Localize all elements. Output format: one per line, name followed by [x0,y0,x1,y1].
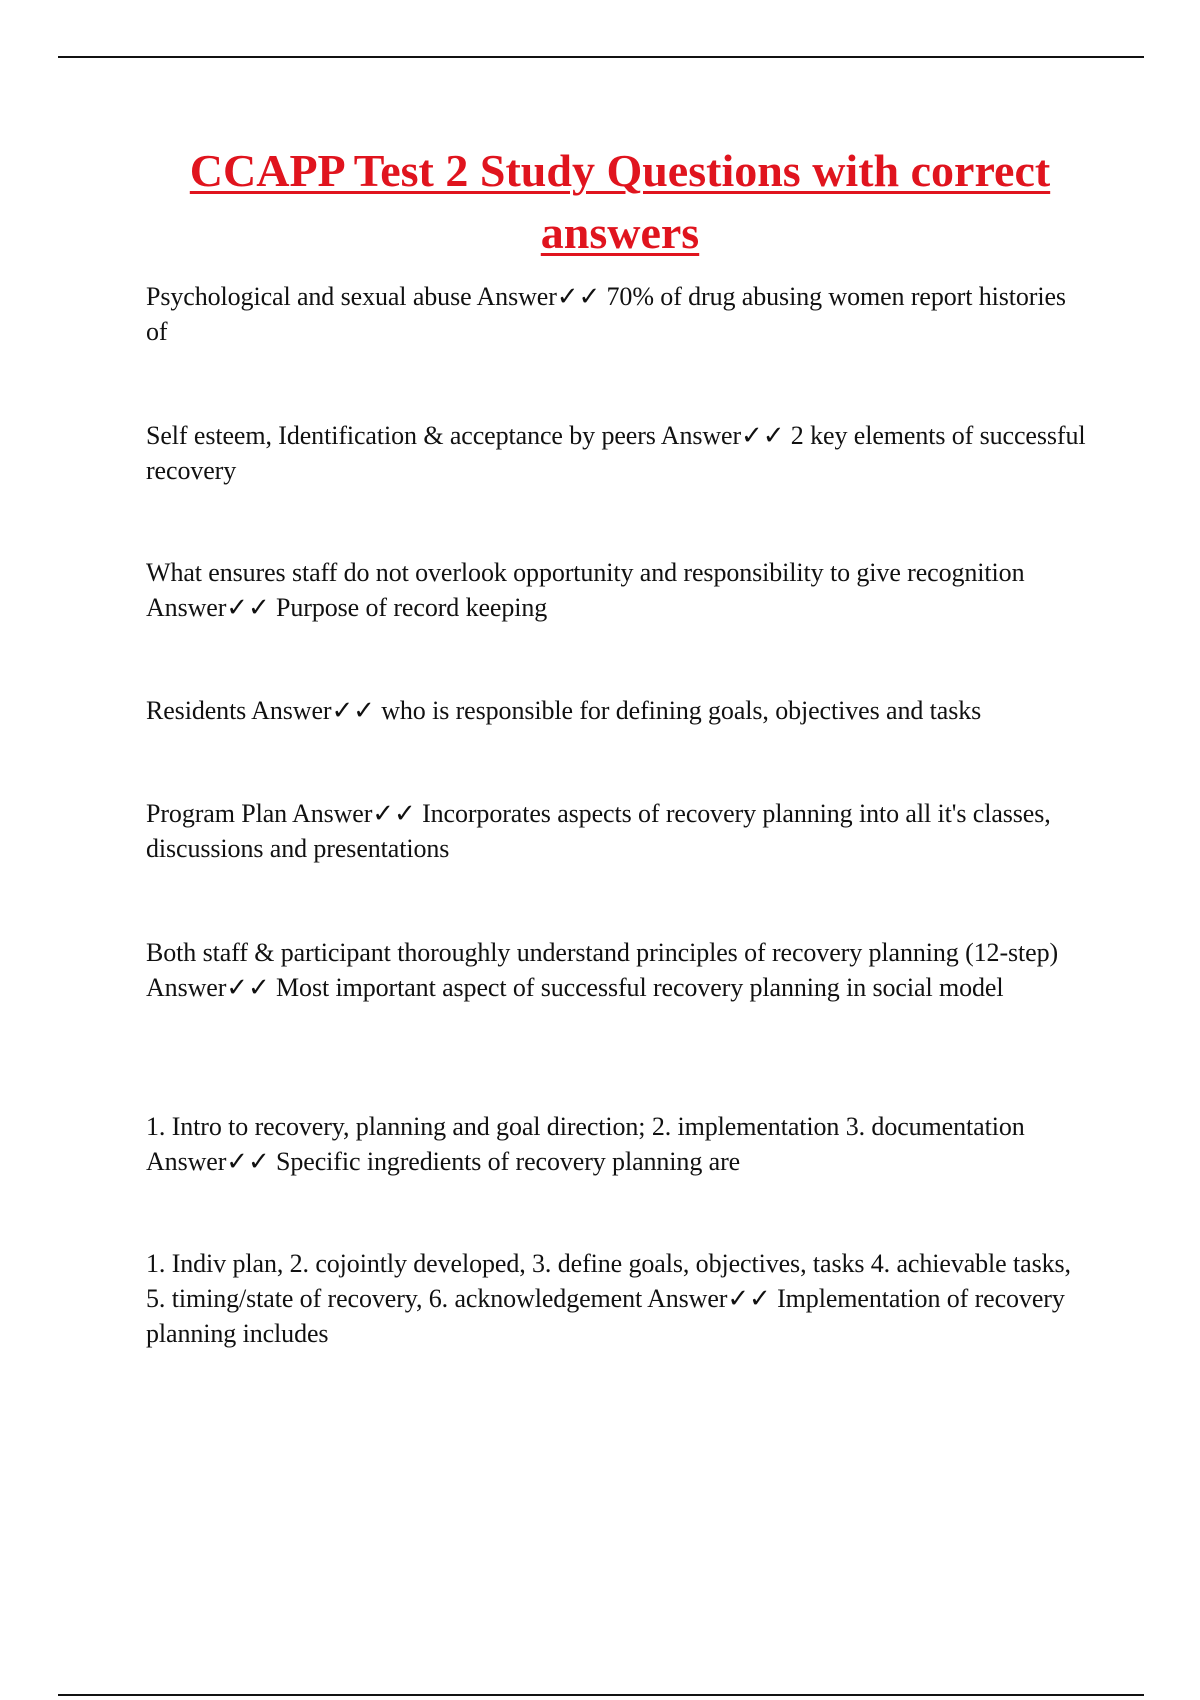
bottom-divider [58,1694,1144,1696]
qa-item: Program Plan Answer✓✓ Incorporates aspects of recovery planning into all it's classes, discussions and presentations [146,799,1051,863]
qa-item: Both staff & participant thoroughly understand principles of recovery planning (12-step) Answer✓✓ Most important aspect of successful recovery planning in social model [146,938,1059,1002]
qa-item: Self esteem, Identification & acceptance by peers Answer✓✓ 2 key elements of successful recovery [146,421,1086,485]
qa-item: 1. Intro to recovery, planning and goal direction; 2. implementation 3. documentation Answer✓✓ Specific ingredients of recovery planning are [146,1112,1025,1176]
qa-item: Residents Answer✓✓ who is responsible for defining goals, objectives and tasks [146,696,982,725]
qa-item: 1. Indiv plan, 2. cojointly developed, 3. define goals, objectives, tasks 4. achievable tasks, 5. timing/state of recovery, 6. acknowledgement Answer✓✓ Implementation of recovery planning includes [146,1249,1071,1348]
qa-item: What ensures staff do not overlook opportunity and responsibility to give recognition Answer✓✓ Purpose of record keeping [146,558,1025,622]
qa-item: Psychological and sexual abuse Answer✓✓ 70% of drug abusing women report histories of [146,282,1066,346]
page-title: CCAPP Test 2 Study Questions with correct answers [189,145,1051,258]
